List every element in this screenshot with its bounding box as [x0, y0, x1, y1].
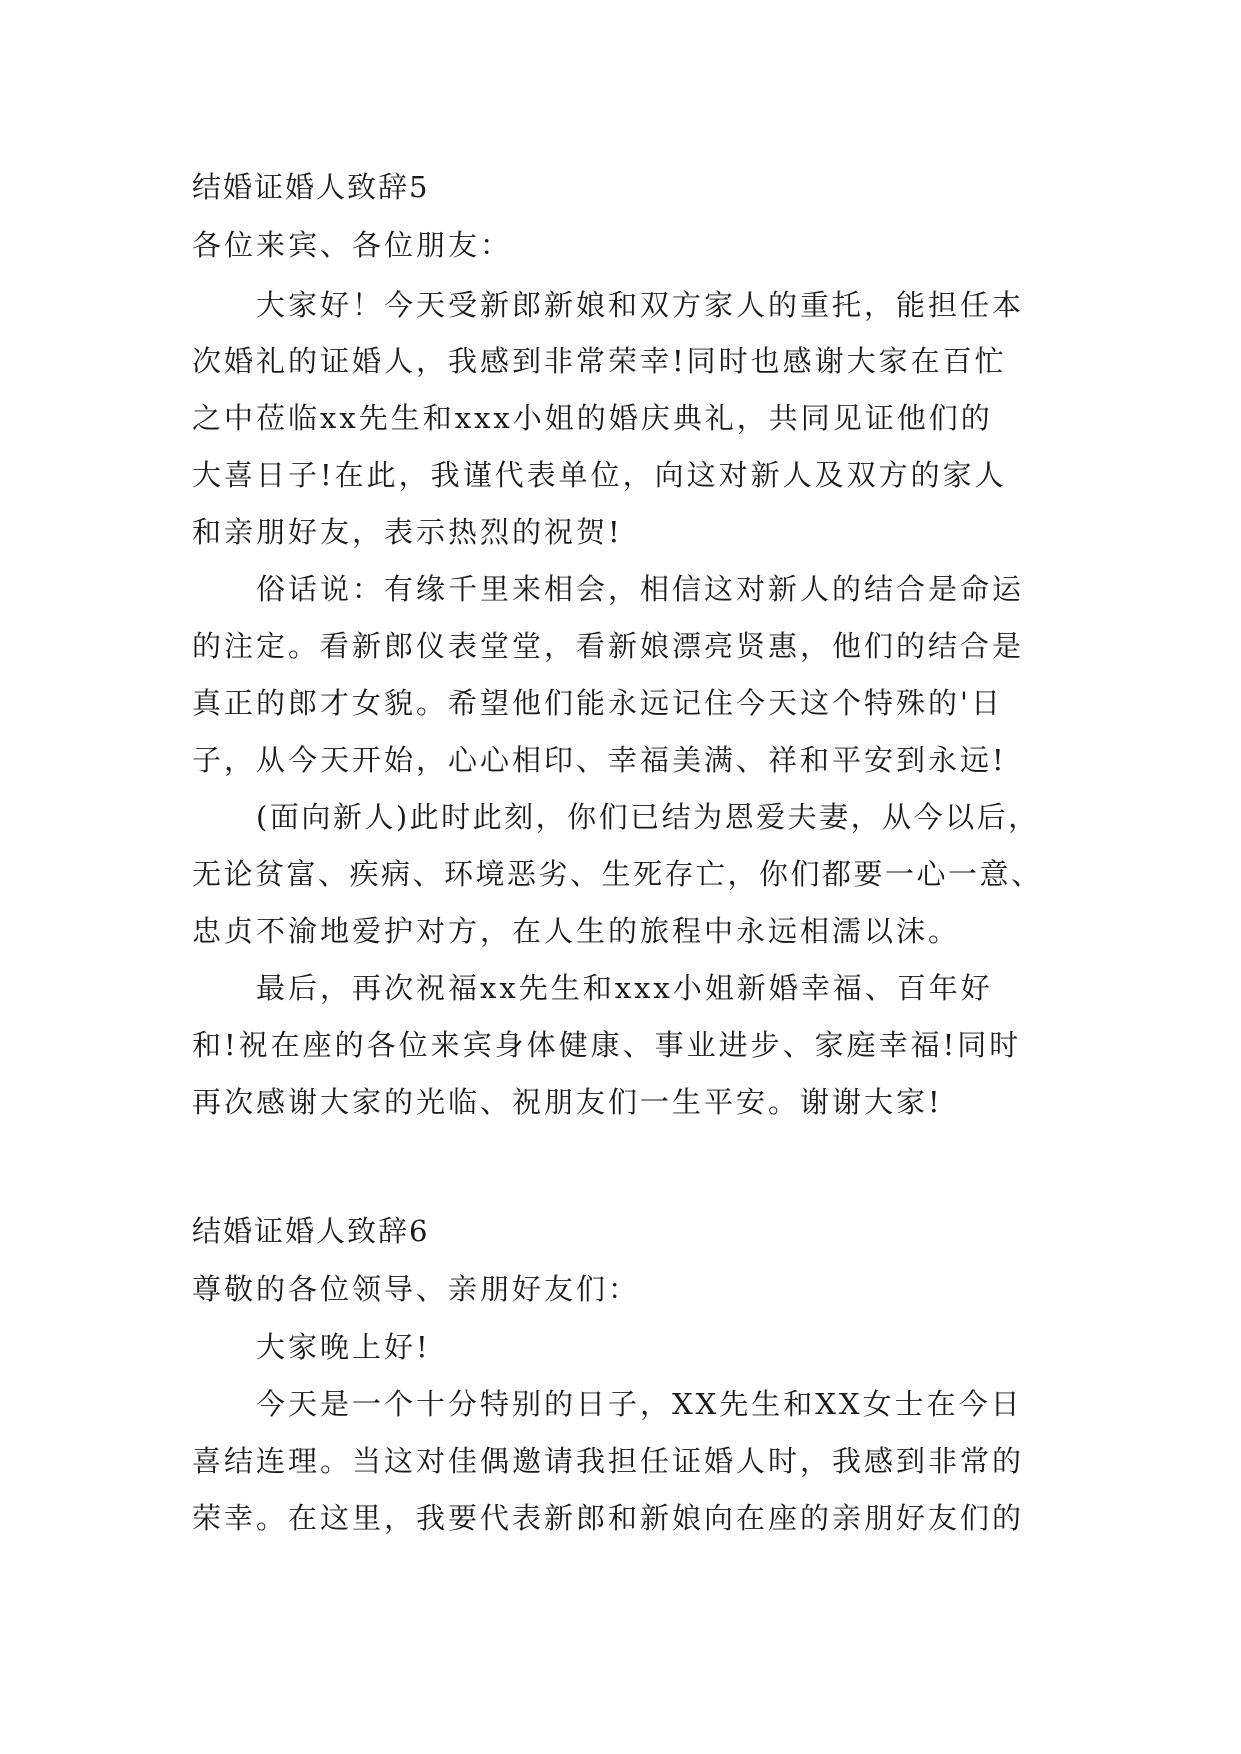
paragraph-line: 荣幸。在这里，我要代表新郎和新娘向在座的亲朋好友们的: [192, 1501, 1025, 1535]
section-title: 结婚证婚人致辞5: [192, 170, 430, 204]
paragraph-line: 真正的郎才女貌。希望他们能永远记住今天这个特殊的'日: [192, 686, 1003, 720]
paragraph-line: 和亲朋好友，表示热烈的祝贺!: [192, 515, 623, 549]
paragraph-line: 今天是一个十分特别的日子，XX先生和XX女士在今日: [256, 1387, 1023, 1421]
paragraph-line: 的注定。看新郎仪表堂堂，看新娘漂亮贤惠，他们的结合是: [192, 629, 1025, 663]
paragraph-line: 大家晚上好!: [256, 1330, 431, 1364]
paragraph-line: 大喜日子!在此，我谨代表单位，向这对新人及双方的家人: [192, 458, 1007, 492]
paragraph-line: 无论贫富、疾病、环境恶劣、生死存亡，你们都要一心一意、: [192, 857, 1043, 891]
paragraph-line: 之中莅临xx先生和xxx小姐的婚庆典礼，共同见证他们的: [192, 401, 993, 435]
salutation: 各位来宾、各位朋友：: [192, 228, 513, 262]
salutation: 尊敬的各位领导、亲朋好友们：: [192, 1272, 641, 1306]
paragraph-line: 再次感谢大家的光临、祝朋友们一生平安。谢谢大家!: [192, 1085, 943, 1119]
paragraph-line: 喜结连理。当这对佳偶邀请我担任证婚人时，我感到非常的: [192, 1444, 1025, 1478]
paragraph-line: 和!祝在座的各位来宾身体健康、事业进步、家庭幸福!同时: [192, 1028, 1022, 1062]
section-title: 结婚证婚人致辞6: [192, 1214, 430, 1248]
paragraph-line: (面向新人)此时此刻，你们已结为恩爱夫妻，从今以后，: [256, 800, 1040, 834]
paragraph-line: 最后，再次祝福xx先生和xxx小姐新婚幸福、百年好: [256, 971, 993, 1005]
paragraph-line: 俗话说：有缘千里来相会，相信这对新人的结合是命运: [256, 572, 1025, 606]
paragraph-line: 忠贞不渝地爱护对方，在人生的旅程中永远相濡以沫。: [192, 914, 961, 948]
paragraph-line: 子，从今天开始，心心相印、幸福美满、祥和平安到永远!: [192, 743, 1007, 777]
paragraph-line: 次婚礼的证婚人，我感到非常荣幸!同时也感谢大家在百忙: [192, 344, 1007, 378]
paragraph-line: 大家好！今天受新郎新娘和双方家人的重托，能担任本: [256, 288, 1025, 322]
